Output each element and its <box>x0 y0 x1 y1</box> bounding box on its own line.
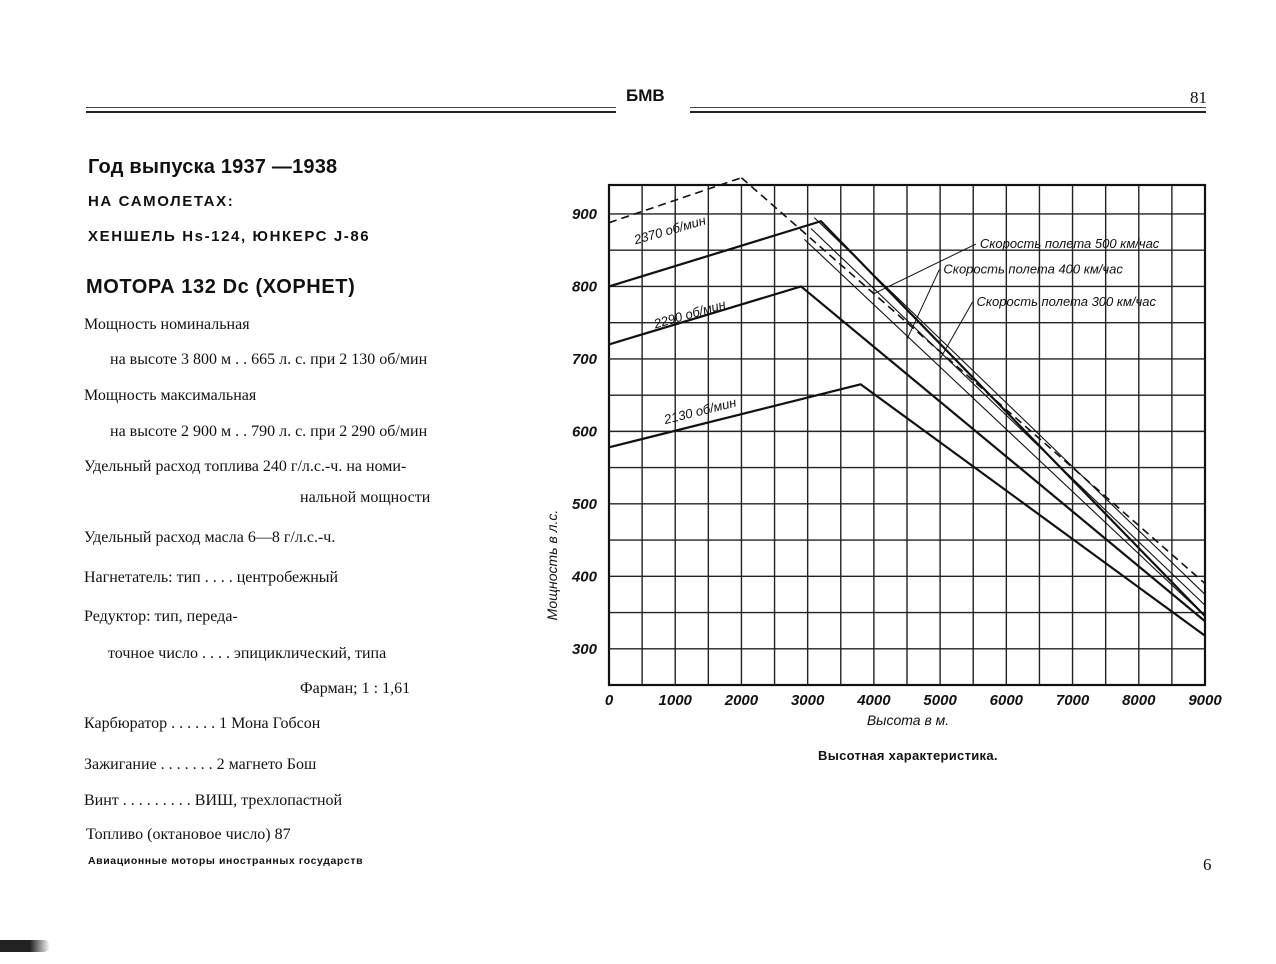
signature-mark: 6 <box>1203 855 1212 874</box>
x-tick-label: 5000 <box>923 692 957 709</box>
max-power-label: Мощность максимальная <box>84 387 257 404</box>
aircraft-list: ХЕНШЕЛЬ Hs-124, ЮНКЕРС J-86 <box>88 228 371 245</box>
speed-annotation: Скорость полета 400 км/час <box>943 261 1123 277</box>
rpm-label: 2370 об/мин <box>632 212 708 248</box>
scan-artifact <box>0 940 50 952</box>
chart-caption: Высотная характеристика. <box>818 748 998 763</box>
leader-line <box>940 302 972 359</box>
nominal-power-label: Мощность номинальная <box>84 316 250 333</box>
max-power-value: на высоте 2 900 м . . 790 л. с. при 2 290 об/мин <box>110 423 428 440</box>
x-tick-label: 8000 <box>1122 692 1156 709</box>
rpm-label: 2290 об/мин <box>652 296 728 332</box>
ignition: Зажигание . . . . . . . 2 магнето Бош <box>84 756 317 773</box>
y-tick-label: 500 <box>571 495 597 513</box>
fuel-consumption-line1: Удельный расход топлива 240 г/л.с.-ч. на номи- <box>84 458 407 475</box>
y-tick-label: 400 <box>571 568 597 586</box>
header-rule-left-thin <box>86 107 616 108</box>
x-tick-label: 9000 <box>1188 692 1222 709</box>
y-tick-label: 300 <box>571 640 597 658</box>
fuel-octane: Топливо (октановое число) 87 <box>86 826 291 843</box>
x-tick-label: 1000 <box>658 692 692 709</box>
x-tick-label: 0 <box>604 692 614 709</box>
x-tick-label: 7000 <box>1055 692 1090 709</box>
reducer-line3: Фарман; 1 : 1,61 <box>300 680 411 697</box>
speed-annotation: Скорость полета 500 км/час <box>979 236 1160 252</box>
aircraft-heading: НА САМОЛЕТАХ: <box>88 193 235 210</box>
y-tick-label: 600 <box>571 423 597 441</box>
nominal-power-value: на высоте 3 800 м . . 665 л. с. при 2 130 об/мин <box>110 351 428 368</box>
reducer-line2: точное число . . . . эпициклический, типа <box>108 645 387 662</box>
reducer-line1: Редуктор: тип, переда- <box>84 608 238 625</box>
page-number: 81 <box>1190 88 1207 107</box>
carburetor: Карбюратор . . . . . . 1 Мона Гобсон <box>84 715 321 732</box>
fuel-consumption-line2: нальной мощности <box>300 489 431 506</box>
y-axis-label: Мощность в л.с. <box>544 509 560 621</box>
propeller: Винт . . . . . . . . . ВИШ, трехлопастной <box>84 792 343 809</box>
altitude-power-chart <box>530 175 1250 735</box>
leader-line <box>907 269 939 339</box>
y-tick-label: 900 <box>571 205 597 223</box>
supercharger: Нагнетатель: тип . . . . центробежный <box>84 569 339 586</box>
header-rule-right <box>690 111 1206 113</box>
speed-annotation: Скорость полета 300 км/час <box>976 294 1157 310</box>
engine-title: МОТОРА 132 Dc (ХОРНЕТ) <box>86 276 356 298</box>
rpm-label: 2130 об/мин <box>662 394 738 428</box>
x-tick-label: 2000 <box>724 692 759 709</box>
footer-note: Авиационные моторы иностранных государств <box>88 855 364 867</box>
series-line <box>811 228 1205 605</box>
y-tick-label: 800 <box>571 278 597 296</box>
oil-consumption: Удельный расход масла 6—8 г/л.с.-ч. <box>84 529 336 546</box>
x-tick-label: 4000 <box>857 692 891 709</box>
y-tick-label: 700 <box>571 350 597 368</box>
running-title: БМВ <box>626 86 665 105</box>
header-rule-left <box>86 111 616 113</box>
x-tick-label: 3000 <box>790 692 825 709</box>
x-axis-label: Высота в м. <box>866 712 950 728</box>
x-tick-label: 6000 <box>989 692 1024 709</box>
header-rule-right-thin <box>690 107 1206 108</box>
year-line: Год выпуска 1937 —1938 <box>88 156 338 178</box>
